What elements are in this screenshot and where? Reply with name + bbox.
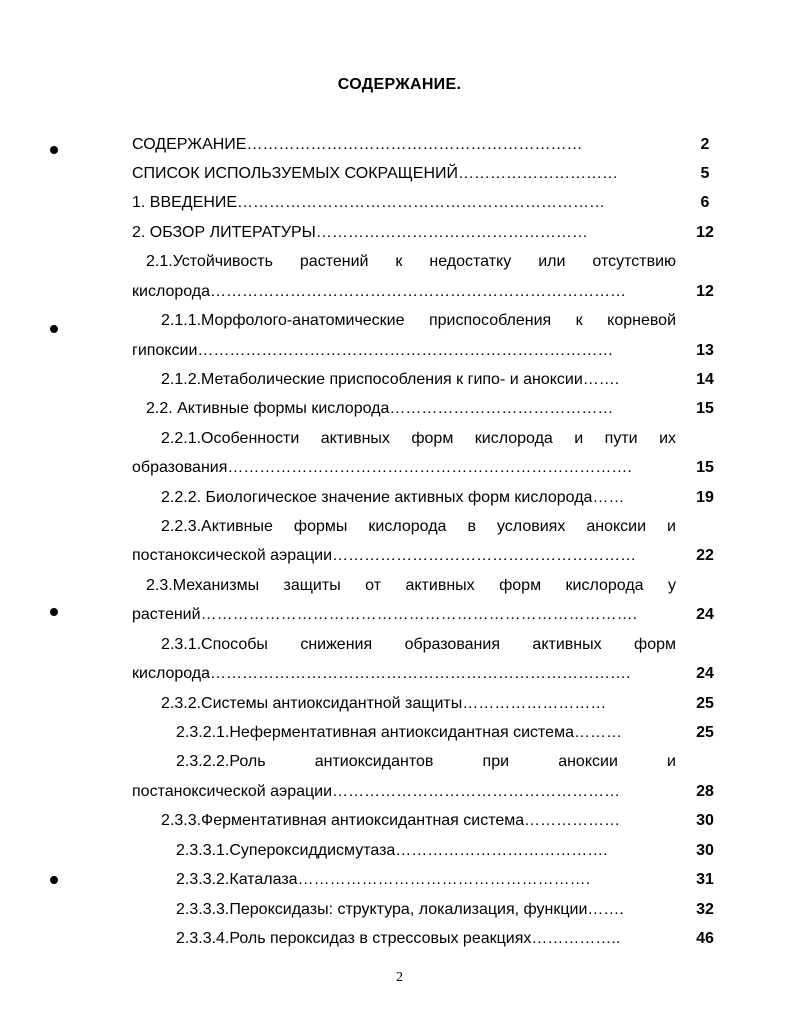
toc-page-number: 32 [696,901,714,918]
toc-entry-title: 2.3.2.1.Неферментативная антиоксидантная система [176,724,574,741]
toc-page-number: 12 [696,283,714,300]
toc-entry[interactable] [132,659,676,688]
toc-page-number: 25 [696,724,714,741]
toc-entry[interactable] [176,836,676,865]
toc-page-number: 28 [696,783,714,800]
toc-entry-title: кислорода [132,283,211,300]
toc-entry-title: 2.3.3.1.Супероксиддисмутаза [176,842,396,859]
toc-page-number: 30 [696,842,714,859]
toc-entry[interactable] [161,483,676,512]
toc-entry-title: 2.1.1.Морфолого-анатомические приспособления к корневой [161,312,676,329]
toc-page-number: 13 [696,342,714,359]
toc-entry[interactable] [161,306,676,335]
toc-leader: …………….. [531,930,621,947]
toc-entry[interactable] [161,630,676,659]
toc-leader: ……………………………………………………… [246,136,583,153]
toc-entry[interactable] [132,218,676,247]
toc-leader: ……… [573,724,622,741]
toc-page-number: 19 [696,489,714,506]
toc-page-number: 30 [696,812,714,829]
toc-entry[interactable] [132,600,676,629]
toc-leader: ……………………………………………… [332,783,621,800]
toc-leader: ……. [587,901,624,918]
toc-entry-title: 2.3.2.Системы антиоксидантной защиты [161,695,463,712]
toc-entry-title: 2.2.3.Активные формы кислорода в условиях аноксии и [161,518,676,535]
margin-bullet-mark [50,608,58,616]
toc-entry[interactable] [132,277,676,306]
toc-leader: ……. [582,371,620,388]
margin-bullet-mark [50,146,58,154]
toc-entry[interactable] [176,747,676,776]
toc-leader: ………………………… [458,165,619,182]
toc-entry[interactable] [132,336,676,365]
toc-entry-title: 2.1.Устойчивость растений к недостатку или отсутствию [146,253,676,270]
toc-page-number: 25 [696,695,714,712]
toc-entry-title: 2.3.3.Ферментативная антиоксидантная система [161,812,525,829]
toc-entry[interactable] [176,895,676,924]
toc-entry-title: 2.3.1.Способы снижения образования активных форм [161,636,676,653]
toc-entry[interactable] [161,689,676,718]
toc-entry-title: 2.3.3.3.Пероксидазы: структура, локализация, функции [176,901,588,918]
toc-entry-title: 2.1.2.Метаболические приспособления к гипо- и аноксии [161,371,583,388]
toc-entry-title: кислорода [132,665,211,682]
toc-page-number: 24 [696,665,714,682]
toc-entry-title: СОДЕРЖАНИЕ [132,136,247,153]
toc-entry[interactable] [132,159,676,188]
toc-entry[interactable] [176,924,676,953]
toc-page-number: 15 [696,400,714,417]
toc-page-number: 12 [696,224,714,241]
toc-page-number: 15 [696,459,714,476]
toc-leader: …… [592,489,625,506]
toc-leader: ………………………………………………… [332,547,637,564]
toc-page-number: 6 [700,194,710,211]
toc-leader: ………………………………………………………………………. [200,606,638,623]
toc-entry-title: растений [132,606,201,623]
toc-entry-title: образования [132,459,228,476]
toc-entry[interactable] [132,541,676,570]
toc-leader: ……………………… [462,695,607,712]
toc-entry-title: гипоксии [132,342,198,359]
toc-entry[interactable] [161,424,676,453]
toc-entry-title: 2.2.1.Особенности активных форм кислорода и пути их [161,430,676,447]
toc-entry-title: 2. ОБЗОР ЛИТЕРАТУРЫ [132,224,316,241]
toc-entry-title: постаноксической аэрации [132,547,333,564]
toc-entry[interactable] [176,718,676,747]
toc-entry-title: 2.3.Механизмы защиты от активных форм кислорода у [146,577,676,594]
toc-entry-title: 2.3.3.4.Роль пероксидаз в стрессовых реакциях [176,930,532,947]
toc-page-number: 31 [696,871,714,888]
toc-leader: …………………………………… [389,400,614,417]
toc-entry-title: СПИСОК ИСПОЛЬЗУЕМЫХ СОКРАЩЕНИЙ [132,165,459,182]
toc-entry[interactable] [161,365,676,394]
toc-leader: …………………………………. [395,842,608,859]
toc-page-number: 5 [700,165,710,182]
toc-entry-title: 1. ВВЕДЕНИЕ [132,194,238,211]
toc-page-number: 2 [700,136,710,153]
toc-entry[interactable] [161,806,676,835]
margin-bullet-mark [50,876,58,884]
toc-leader: …………………………………………………………………. [227,459,632,476]
toc-leader: …………………………………………………………………… [210,283,627,300]
toc-entry-title: 2.2. Активные формы кислорода [146,400,390,417]
toc-leader: ………………………………………………. [297,871,591,888]
toc-entry[interactable] [132,777,676,806]
toc-entry[interactable] [161,512,676,541]
toc-entry-title: 2.2.2. Биологическое значение активных форм кислорода [161,489,593,506]
toc-entry-title: 2.3.3.2.Каталаза [176,871,298,888]
toc-entry[interactable] [132,453,676,482]
toc-leader: …………………………………………………………… [237,194,606,211]
toc-page-number: 46 [696,930,714,947]
toc-entry[interactable] [132,188,676,217]
toc-entry[interactable] [132,130,676,159]
toc-leader: …………………………………………… [315,224,588,241]
toc-leader: ……………………………………………………………………. [210,665,631,682]
page-title: СОДЕРЖАНИЕ. [337,76,462,93]
toc-page-number: 22 [696,547,714,564]
toc-entry[interactable] [146,394,676,423]
toc-leader: …………………………………………………………………… [197,342,614,359]
margin-bullet-mark [50,325,58,333]
toc-entry[interactable] [146,247,676,276]
toc-entry[interactable] [146,571,676,600]
toc-entry[interactable] [176,865,676,894]
toc-page-number: 14 [696,371,714,388]
toc-entry-title: постаноксической аэрации [132,783,333,800]
toc-page-number: 24 [696,606,714,623]
toc-leader: ……………… [524,812,621,829]
toc-entry-title: 2.3.2.2.Роль антиоксидантов при аноксии и [176,753,676,770]
page-number: 2 [396,970,403,985]
